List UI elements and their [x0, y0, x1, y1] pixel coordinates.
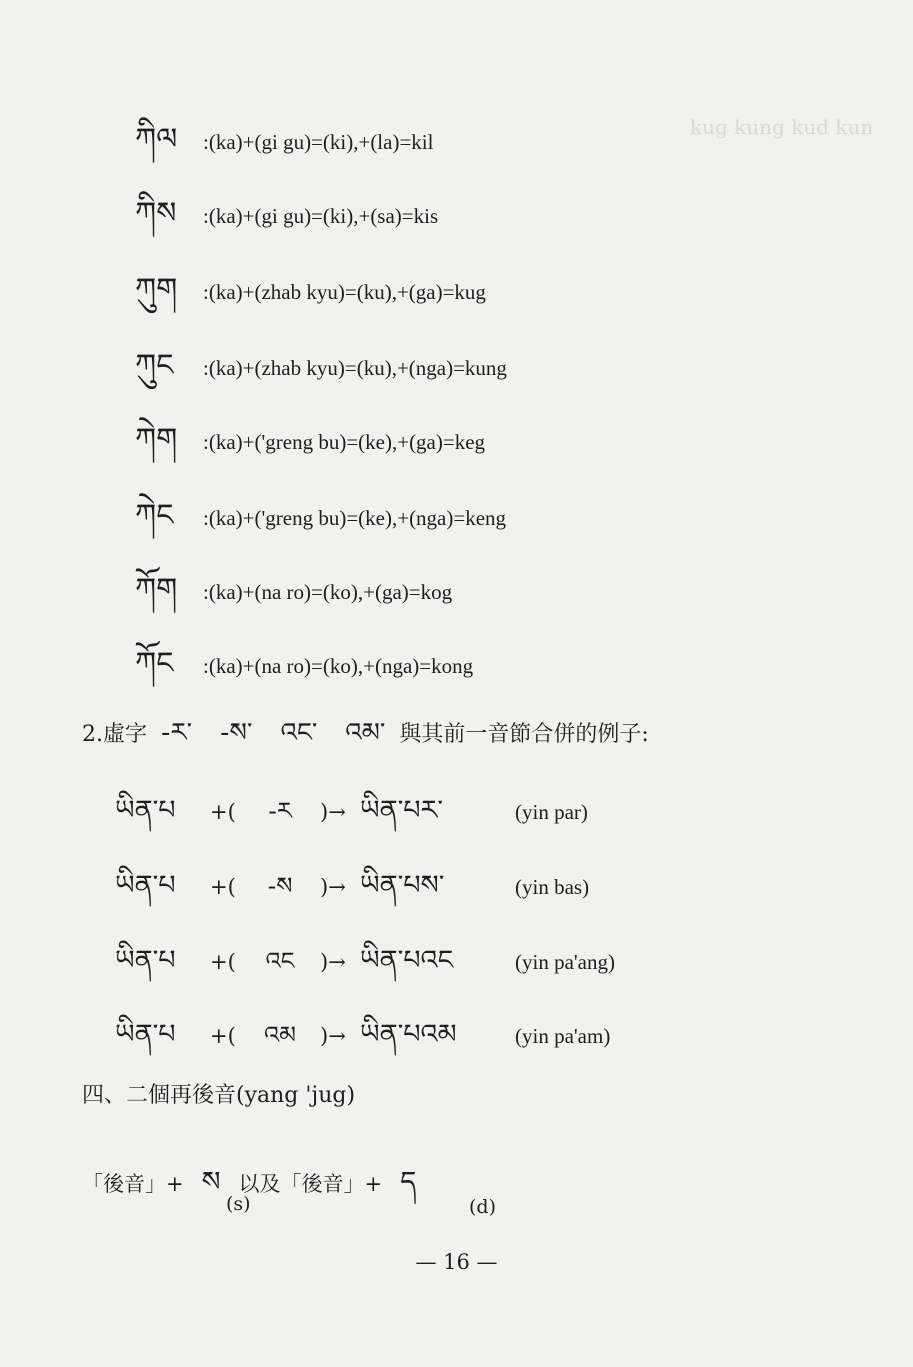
particle: -ར [268, 797, 292, 825]
plus-sign: +( [210, 950, 236, 974]
sa-romanization: (s) [226, 1193, 251, 1215]
plus-sign: +( [210, 1024, 236, 1048]
suffix-label-1: 「後音」+ [82, 1172, 184, 1196]
bleed-through-background: kug kung kud kun [690, 115, 874, 139]
tibetan-syllable: ཀོང [135, 646, 174, 681]
particle-symbol: -ར་ [161, 718, 193, 748]
result-syllable: ཡིན་པར་ [360, 795, 444, 826]
tibetan-syllable: ཀེང [135, 498, 174, 533]
kil-row [135, 106, 433, 190]
romanization: (yin bas) [515, 875, 590, 899]
particle: འང [265, 947, 295, 975]
particle: -ས [267, 872, 293, 900]
kog-row [135, 556, 452, 640]
tibetan-syllable: ཀིལ [135, 122, 178, 157]
plus-sign: +( [210, 875, 236, 899]
arrow: )→ [320, 875, 346, 899]
base-syllable: ཡིན་པ [115, 1019, 176, 1050]
particle-symbol: འང་ [280, 718, 318, 748]
section-2-suffix: 與其前一音節合併的例子: [399, 722, 649, 747]
formula-text: :(ka)+('greng bu)=(ke),+(nga)=keng [203, 506, 507, 530]
kong-row [135, 630, 473, 714]
formula-text: :(ka)+(gi gu)=(ki),+(sa)=kis [203, 204, 439, 228]
kung-row [135, 332, 507, 416]
formula-text: :(ka)+(na ro)=(ko),+(ga)=kog [203, 580, 453, 604]
base-syllable: ཡིན་པ [115, 870, 176, 901]
tibetan-syllable: ཀེག [135, 422, 178, 457]
example-row [115, 780, 588, 856]
kis-row [135, 180, 438, 264]
arrow: )→ [320, 800, 346, 824]
formula-text: :(ka)+('greng bu)=(ke),+(ga)=keg [203, 430, 486, 454]
formula-text: :(ka)+(na ro)=(ko),+(nga)=kong [203, 654, 474, 678]
example-row [115, 855, 589, 931]
kug-row [135, 256, 486, 340]
romanization: (yin pa'ang) [515, 950, 615, 974]
base-syllable: ཡིན་པ [115, 945, 176, 976]
particle: འམ [264, 1021, 296, 1049]
section-2-label: 2.虛字 [82, 722, 147, 747]
page-number: — 16 — [415, 1250, 498, 1274]
particle-symbol: འམ་ [345, 718, 386, 748]
result-syllable: ཡིན་པས་ [360, 870, 445, 901]
tibetan-syllable: ཀིས [135, 196, 177, 231]
tibetan-syllable: ཀོག [135, 572, 178, 607]
result-syllable: ཡིན་པའམ [360, 1019, 457, 1050]
da-symbol: ད [400, 1165, 417, 1198]
result-syllable: ཡིན་པའང [360, 945, 454, 976]
tibetan-syllable: ཀུག [135, 272, 178, 307]
particle-symbol: -ས་ [220, 718, 253, 748]
arrow: )→ [320, 950, 346, 974]
example-row [115, 930, 615, 1006]
section-4-heading: 四、二個再後音(yang 'jug) [82, 1083, 356, 1108]
keg-row [135, 406, 485, 490]
suffix-line [82, 1150, 434, 1229]
plus-sign: +( [210, 800, 236, 824]
base-syllable: ཡིན་པ [115, 795, 176, 826]
arrow: )→ [320, 1024, 346, 1048]
formula-text: :(ka)+(zhab kyu)=(ku),+(nga)=kung [203, 356, 507, 380]
suffix-label-2: 以及「後音」+ [238, 1172, 383, 1196]
keng-row [135, 482, 506, 566]
formula-text: :(ka)+(gi gu)=(ki),+(la)=kil [203, 130, 434, 154]
romanization: (yin pa'am) [515, 1024, 611, 1048]
section-2-heading [82, 704, 649, 777]
sa-symbol: ས [201, 1165, 221, 1198]
romanization: (yin par) [515, 800, 588, 824]
tibetan-syllable: ཀུང [135, 348, 174, 383]
example-row [115, 1004, 610, 1080]
da-romanization: (d) [469, 1196, 496, 1218]
formula-text: :(ka)+(zhab kyu)=(ku),+(ga)=kug [203, 280, 486, 304]
